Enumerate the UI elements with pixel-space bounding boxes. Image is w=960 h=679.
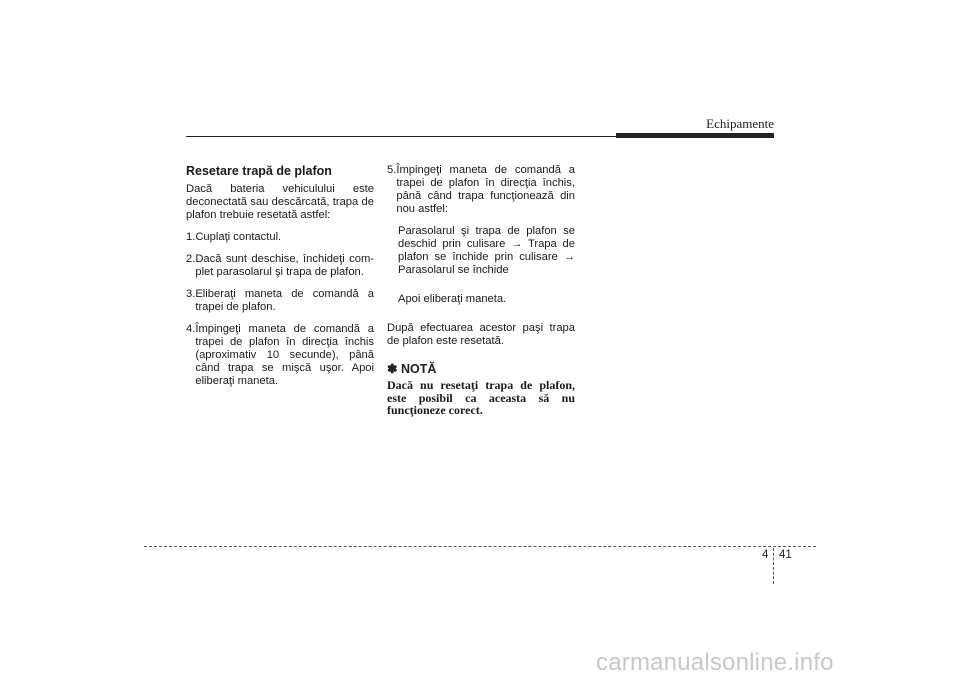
page-number-separator xyxy=(773,548,774,584)
note-label: NOTĂ xyxy=(400,362,437,376)
header-divider xyxy=(186,136,616,137)
step-number: 5. xyxy=(387,164,397,176)
step-text: Cuplaţi contactul. xyxy=(195,231,282,243)
step-text: Eliberaţi maneta de comandă a trapei de plafon. xyxy=(195,288,374,313)
section-heading: Resetare trapă de plafon xyxy=(186,164,332,178)
release-instruction: Apoi eliberaţi maneta. xyxy=(398,293,507,305)
right-column xyxy=(387,164,575,417)
result-paragraph: După efectuarea acestor paşi trapa de plafon este resetată. xyxy=(387,322,575,347)
step-1 xyxy=(186,231,374,244)
chapter-number: 4 xyxy=(762,549,769,561)
footer-divider xyxy=(144,546,816,547)
left-column xyxy=(186,164,374,397)
step-2 xyxy=(186,253,374,279)
step-number: 3. xyxy=(186,288,196,300)
note-text: Dacă nu resetaţi trapa de plafon, este posibil ca aceasta să nu funcţioneze corect. xyxy=(387,378,575,417)
header-divider-accent xyxy=(616,133,774,138)
step-3 xyxy=(186,288,374,314)
step-number: 4. xyxy=(186,323,196,335)
step-number: 2. xyxy=(186,253,196,265)
page-number: 41 xyxy=(779,549,792,561)
step-text: Împingeţi maneta de comandă a trapei de plafon în direcţia închis, până când trapa funcţionează din nou astfel: xyxy=(396,164,575,215)
section-title: Echipamente xyxy=(706,116,774,131)
step-text: Împingeţi maneta de comandă a trapei de plafon în direcţia închis (aproximativ 10 secunde), până când trapa se mişcă uşor. Apoi eliberaţi maneta. xyxy=(195,323,374,387)
note-heading xyxy=(387,362,575,377)
step-4 xyxy=(186,323,374,388)
step-text: Dacă sunt deschise, închideţi com-plet parasolarul şi trapa de plafon. xyxy=(195,253,374,278)
watermark: carmanualsonline.info xyxy=(596,649,834,676)
step-5 xyxy=(387,164,575,216)
intro-paragraph: Dacă bateria vehiculului este deconectată sau descărcată, trapa de plafon trebuie resetată astfel: xyxy=(186,183,374,221)
sequence-description: Parasolarul şi trapa de plafon se deschid prin culisare → Trapa de plafon se închide prin culisare → Parasolarul se închide xyxy=(398,225,575,276)
asterisk-icon: ✽ xyxy=(387,362,398,376)
step-number: 1. xyxy=(186,231,196,243)
